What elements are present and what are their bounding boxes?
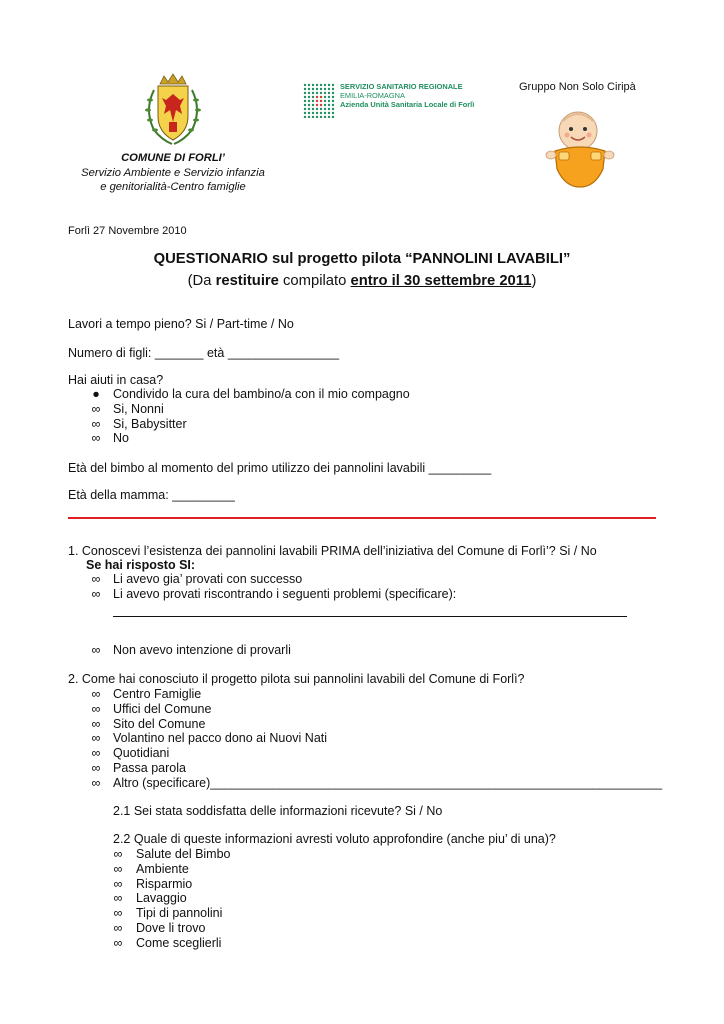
question-figli: Numero di figli: _______ età ________________ [68, 346, 340, 360]
question-2-2: 2.2 Quale di queste informazioni avresti voluto approfondire (anche piu’ di una)? [113, 832, 556, 846]
subtitle-part-5: ) [531, 273, 537, 289]
bullet-icon: ∞ [113, 876, 123, 891]
question-1: 1. Conoscevi l’esistenza dei pannolini lavabili PRIMA dell’iniziativa del Comune di Forlì’? Si / No [68, 544, 597, 558]
bullet-icon: ∞ [113, 847, 123, 861]
bullet-icon: ● [92, 387, 100, 401]
ssr-line-2: EMILIA-ROMAGNA [340, 91, 405, 100]
ssr-line-1: SERVIZIO SANITARIO REGIONALE [340, 82, 463, 91]
document-date: Forlì 27 Novembre 2010 [68, 225, 187, 237]
list-item: Li avevo gia’ provati con successo [113, 572, 303, 586]
bullet-icon: ∞ [91, 643, 101, 657]
list-item: Centro Famiglie [113, 687, 202, 701]
list-item: Lavaggio [136, 891, 187, 906]
question-1-subheading: Se hai risposto SI: [86, 558, 196, 572]
bullet-icon: ∞ [91, 416, 101, 431]
comune-name: COMUNE DI FORLI’ [121, 152, 225, 164]
question-eta-bimbo: Età del bimbo al momento del primo utilizzo dei pannolini lavabili _________ [68, 461, 492, 475]
ssr-logo [302, 82, 475, 122]
list-item: Uffici del Comune [113, 701, 212, 716]
list-item: Condivido la cura del bambino/a con il mio compagno [113, 387, 410, 401]
subtitle-part-2: restituire [215, 273, 279, 289]
list-item: Risparmio [136, 876, 193, 891]
question-eta-mamma: Età della mamma: _________ [68, 488, 235, 502]
bullet-icon: ∞ [91, 431, 101, 446]
question-2-1: 2.1 Sei stata soddisfatta delle informazioni ricevute? Si / No [113, 804, 443, 818]
list-item: Altro (specificare)_________________________________________________________________ [113, 775, 663, 790]
comune-coat-of-arms [142, 70, 204, 148]
list-item: Quotidiani [113, 746, 170, 761]
bullet-icon: ∞ [113, 906, 123, 921]
list-item: Come sceglierli [136, 935, 222, 950]
question-aiuti: Hai aiuti in casa? [68, 373, 164, 387]
bullet-icon: ∞ [91, 731, 101, 746]
list-item: Non avevo intenzione di provarli [113, 643, 291, 657]
bullet-icon: ∞ [113, 935, 123, 950]
list-item: Ambiente [136, 861, 189, 876]
subtitle-deadline: entro il 30 settembre 2011 [350, 273, 532, 289]
ssr-dots-icon [302, 82, 336, 118]
comune-subdepartment: e genitorialità-Centro famiglie [100, 181, 246, 193]
subtitle-part-1: (Da [187, 273, 216, 289]
bullet-icon: ∞ [91, 572, 101, 586]
bullet-icon: ∞ [91, 586, 101, 601]
list-item: Volantino nel pacco dono ai Nuovi Nati [113, 731, 328, 746]
section-divider [68, 517, 656, 519]
list-item: Salute del Bimbo [136, 847, 231, 861]
bullet-icon: ∞ [91, 761, 101, 775]
question-2: 2. Come hai conosciuto il progetto pilota sui pannolini lavabili del Comune di Forlì? [68, 672, 525, 686]
bullet-icon: ∞ [91, 716, 101, 731]
bullet-icon: ∞ [113, 921, 123, 935]
list-item: Li avevo provati riscontrando i seguenti problemi (specificare): [113, 586, 457, 601]
problems-answer-line [113, 616, 627, 617]
question-lavoro: Lavori a tempo pieno? Si / Part-time / No [68, 317, 294, 331]
bullet-icon: ∞ [91, 687, 101, 701]
bullet-icon: ∞ [113, 861, 123, 876]
bullet-icon: ∞ [91, 401, 101, 416]
list-item: Sito del Comune [113, 716, 206, 731]
page-subtitle [0, 273, 724, 289]
subtitle-part-3: compilato [278, 273, 351, 289]
list-item: Dove li trovo [136, 921, 206, 935]
list-item: Si, Nonni [113, 401, 164, 416]
gruppo-label: Gruppo Non Solo Ciripà [519, 81, 636, 93]
bullet-icon: ∞ [91, 701, 101, 716]
list-item: Tipi di pannolini [136, 906, 223, 921]
list-item: Si, Babysitter [113, 416, 187, 431]
comune-department: Servizio Ambiente e Servizio infanzia [81, 166, 265, 179]
list-item: Passa parola [113, 761, 186, 775]
list-item: No [113, 431, 129, 446]
baby-diaper-illustration [545, 103, 615, 191]
comune-header [68, 151, 278, 195]
ssr-line-3: Azienda Unità Sanitaria Locale di Forlì [340, 100, 475, 109]
page-title: QUESTIONARIO sul progetto pilota “PANNOLINI LAVABILI” [153, 251, 571, 267]
bullet-icon: ∞ [91, 775, 101, 790]
bullet-icon: ∞ [91, 746, 101, 761]
bullet-icon: ∞ [113, 891, 123, 906]
